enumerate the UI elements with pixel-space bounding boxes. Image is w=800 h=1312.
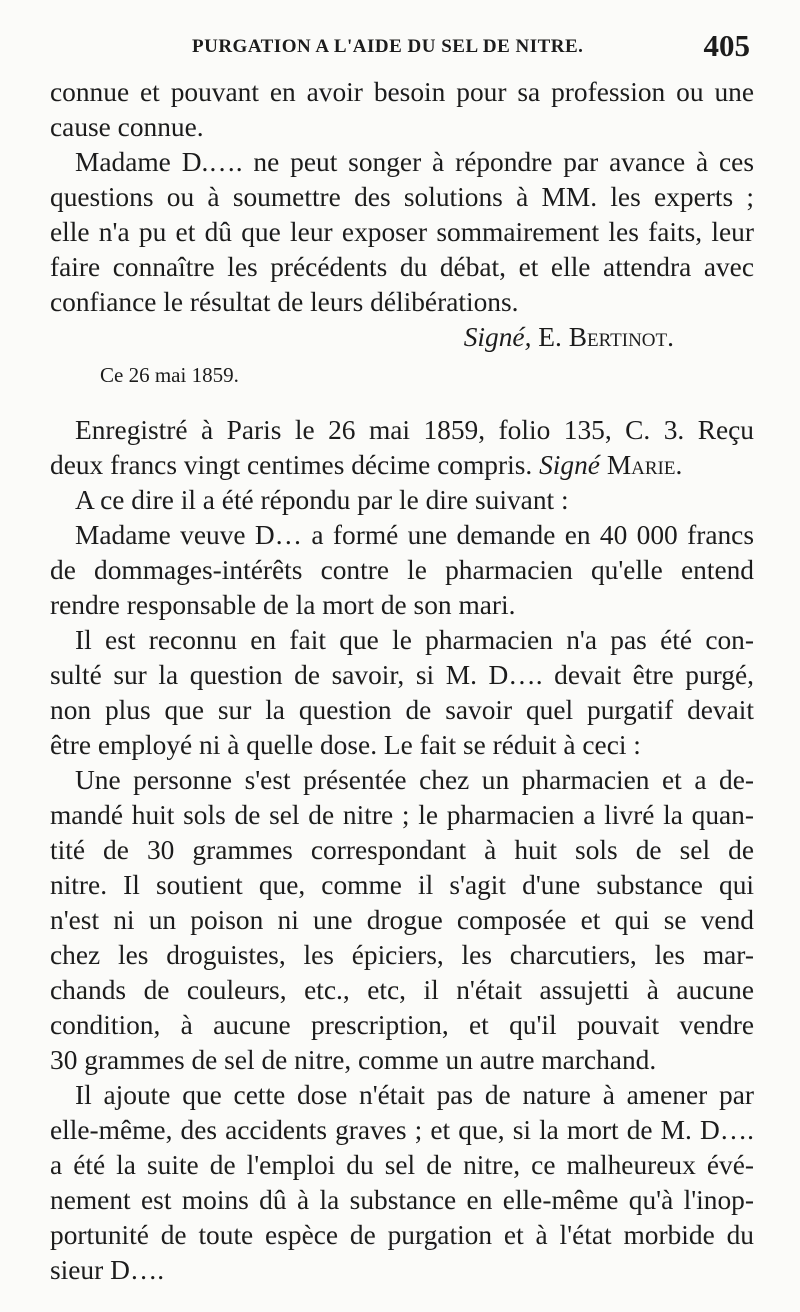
text-line: elle n'a pu et dû que leur exposer sommairement les faits, leur	[50, 217, 754, 247]
text-line: mandé huit sols de sel de nitre ; le pharmacien a livré la quan-	[50, 800, 754, 830]
receipt-signature-label: Signé	[539, 450, 600, 480]
text-line: être employé ni à quelle dose. Le fait se réduit à ceci :	[50, 730, 641, 760]
text-line: portunité de toute espèce de purgation et à l'état morbide du	[50, 1220, 754, 1250]
receipt-signature-name: Marie.	[606, 450, 683, 480]
page-header	[52, 28, 752, 68]
text-line: chez les droguistes, les épiciers, les charcutiers, les mar-	[50, 940, 754, 970]
signature-line	[50, 320, 754, 355]
text-line: Il est reconnu en fait que le pharmacien n'a pas été con-	[75, 625, 754, 655]
text-line: Il ajoute que cette dose n'était pas de nature à amener par	[75, 1080, 754, 1110]
text-line: tité de 30 grammes correspondant à huit sols de sel de	[50, 835, 754, 865]
spacer	[50, 395, 754, 413]
text-line: questions ou à soumettre des solutions à MM. les experts ;	[50, 182, 754, 212]
text-line: confiance le résultat de leurs délibérations.	[50, 287, 519, 317]
text-line: elle-même, des accidents graves ; et que, si la mort de M. D….	[50, 1115, 754, 1145]
body-text	[50, 75, 754, 1288]
text-line: condition, à aucune prescription, et qu'il pouvait vendre	[50, 1010, 754, 1040]
text-line: n'est ni un poison ni une drogue composée et qui se vend	[50, 905, 754, 935]
signature-initial: E.	[538, 322, 562, 352]
receipt-text: deux francs vingt centimes décime compris.	[50, 450, 533, 480]
text-line: a été la suite de l'emploi du sel de nitre, ce malheureux évé-	[50, 1150, 754, 1180]
text-line: Une personne s'est présentée chez un pharmacien et a de-	[75, 765, 754, 795]
page-number: 405	[703, 28, 750, 63]
signature-name: Bertinot.	[568, 322, 674, 352]
text-line: connue et pouvant en avoir besoin pour sa profession ou une	[50, 77, 754, 107]
text-line: Madame D.…. ne peut songer à répondre par avance à ces	[75, 147, 754, 177]
signature-label: Signé,	[463, 322, 532, 352]
text-line: rendre responsable de la mort de son mari.	[50, 590, 516, 620]
text-line: Madame veuve D… a formé une demande en 40 000 francs	[75, 520, 754, 550]
text-line: 30 grammes de sel de nitre, comme un autre marchand.	[50, 1045, 657, 1075]
receipt-line	[50, 448, 754, 483]
text-line: non plus que sur la question de savoir quel purgatif devait	[50, 695, 754, 725]
text-line: sulté sur la question de savoir, si M. D…. devait être purgé,	[50, 660, 754, 690]
date-line: Ce 26 mai 1859.	[100, 363, 239, 387]
text-line: faire connaître les précédents du débat, et elle attendra avec	[50, 252, 754, 282]
text-line: A ce dire il a été répondu par le dire suivant :	[75, 485, 569, 515]
text-line: Enregistré à Paris le 26 mai 1859, folio 135, C. 3. Reçu	[75, 415, 754, 445]
text-line: sieur D….	[50, 1255, 165, 1285]
running-title: PURGATION A L'AIDE DU SEL DE NITRE.	[192, 36, 584, 57]
text-line: nement est moins dû à la substance en elle-même qu'à l'inop-	[50, 1185, 754, 1215]
text-line: chands de couleurs, etc., etc, il n'était assujetti à aucune	[50, 975, 754, 1005]
text-line: cause connue.	[50, 112, 204, 142]
text-line: de dommages-intérêts contre le pharmacien qu'elle entend	[50, 555, 754, 585]
text-line: nitre. Il soutient que, comme il s'agit d'une substance qui	[50, 870, 754, 900]
